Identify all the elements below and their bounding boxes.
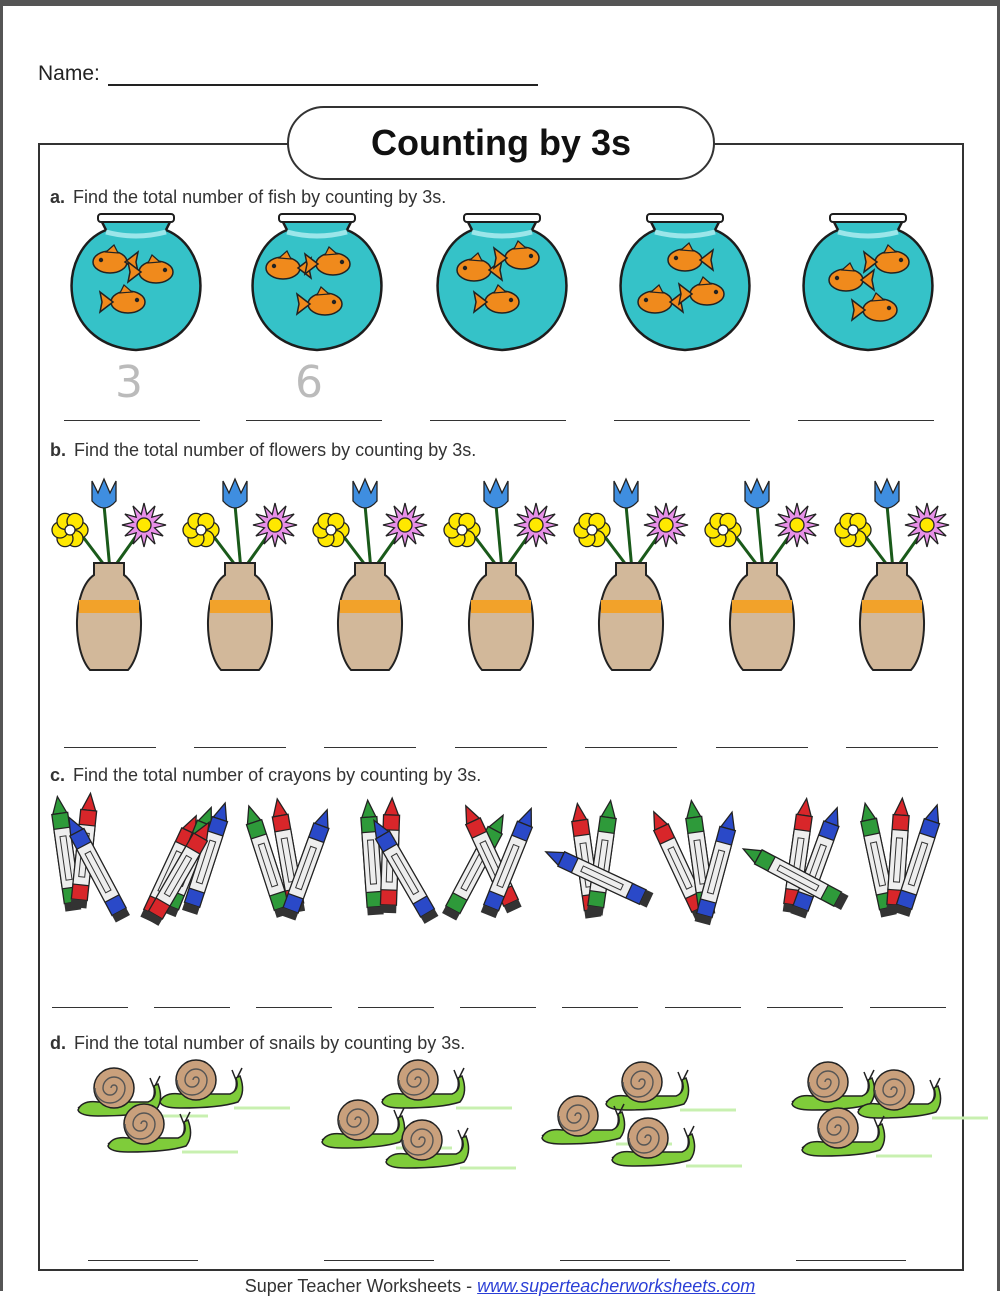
crayon-group-9	[858, 800, 948, 940]
question-c-text: Find the total number of crayons by counting by 3s.	[73, 765, 482, 785]
yellow-flower-icon	[444, 513, 480, 546]
name-row	[38, 62, 538, 86]
blue-tulip-icon	[614, 479, 638, 508]
question-a-letter: a.	[50, 187, 66, 207]
blue-tulip-icon	[875, 479, 899, 508]
flower-vase-3	[305, 475, 435, 675]
ans-b-line-7[interactable]	[846, 747, 938, 748]
crayon-group-7	[656, 800, 746, 940]
crayon-group-8	[758, 800, 848, 940]
question-b-text: Find the total number of flowers by counting by 3s.	[74, 440, 477, 460]
question-a	[50, 187, 446, 208]
pink-flower-icon	[253, 503, 297, 547]
worksheet-title	[287, 106, 715, 180]
ans-d-line-4[interactable]	[796, 1260, 906, 1261]
fishbowl-5	[798, 210, 938, 360]
yellow-flower-icon	[574, 513, 610, 546]
crayon-row	[40, 800, 960, 940]
ans-c-line-2[interactable]	[154, 1007, 230, 1008]
ans-a-line-5[interactable]	[798, 420, 934, 421]
flower-vase-6	[697, 475, 827, 675]
crayon-group-6	[554, 800, 644, 940]
hint-answer-1: 3	[115, 357, 143, 408]
name-label: Name:	[38, 62, 100, 85]
vase-icon	[599, 563, 663, 670]
ans-a-line-1[interactable]	[64, 420, 200, 421]
ans-a-line-2[interactable]	[246, 420, 382, 421]
crayon-group-3	[248, 800, 338, 940]
question-b-letter: b.	[50, 440, 66, 460]
ans-a-line-3[interactable]	[430, 420, 566, 421]
fishbowl-3	[432, 210, 572, 360]
ans-d-line-1[interactable]	[88, 1260, 198, 1261]
ans-b-line-2[interactable]	[194, 747, 286, 748]
pink-flower-icon	[514, 503, 558, 547]
name-field[interactable]	[108, 64, 538, 86]
vase-icon	[730, 563, 794, 670]
ans-a-line-4[interactable]	[614, 420, 750, 421]
ans-b-line-5[interactable]	[585, 747, 677, 748]
question-d-letter: d.	[50, 1033, 66, 1053]
blue-tulip-icon	[353, 479, 377, 508]
blue-tulip-icon	[745, 479, 769, 508]
blue-tulip-icon	[484, 479, 508, 508]
snail-row	[40, 1060, 960, 1170]
title-text: Counting by 3s	[371, 122, 631, 163]
ans-b-line-4[interactable]	[455, 747, 547, 748]
yellow-flower-icon	[313, 513, 349, 546]
pink-flower-icon	[905, 503, 949, 547]
yellow-flower-icon	[183, 513, 219, 546]
blue-tulip-icon	[223, 479, 247, 508]
flower-vase-4	[436, 475, 566, 675]
ans-c-line-8[interactable]	[767, 1007, 843, 1008]
question-b	[50, 440, 476, 461]
vase-icon	[469, 563, 533, 670]
ans-c-line-3[interactable]	[256, 1007, 332, 1008]
question-a-text: Find the total number of fish by counting by 3s.	[73, 187, 447, 207]
ans-b-line-6[interactable]	[716, 747, 808, 748]
ans-c-line-9[interactable]	[870, 1007, 946, 1008]
pink-flower-icon	[122, 503, 166, 547]
flower-vase-1	[44, 475, 174, 675]
vase-icon	[77, 563, 141, 670]
footer	[0, 1276, 1000, 1297]
pink-flower-icon	[383, 503, 427, 547]
hint-answer-2: 6	[295, 357, 323, 408]
fishbowl-4	[615, 210, 755, 360]
crayon-group-4	[350, 800, 440, 940]
yellow-flower-icon	[52, 513, 88, 546]
vase-icon	[208, 563, 272, 670]
flower-vase-2	[175, 475, 305, 675]
ans-b-line-3[interactable]	[324, 747, 416, 748]
ans-c-line-5[interactable]	[460, 1007, 536, 1008]
flower-vase-5	[566, 475, 696, 675]
page-left-border	[0, 0, 3, 1291]
ans-c-line-1[interactable]	[52, 1007, 128, 1008]
question-c-letter: c.	[50, 765, 66, 785]
question-c	[50, 765, 481, 786]
flower-vase-7	[827, 475, 957, 675]
crayon-group-2	[148, 800, 238, 940]
ans-d-line-2[interactable]	[324, 1260, 434, 1261]
question-d-text: Find the total number of snails by counting by 3s.	[74, 1033, 466, 1053]
ans-d-line-3[interactable]	[560, 1260, 670, 1261]
pink-flower-icon	[775, 503, 819, 547]
blue-tulip-icon	[92, 479, 116, 508]
question-d	[50, 1033, 465, 1054]
page-top-border	[0, 0, 1000, 6]
snail-group-4	[40, 1060, 960, 1170]
fishbowl-row	[40, 210, 960, 360]
footer-text: Super Teacher Worksheets -	[244, 1276, 478, 1296]
footer-link[interactable]: www.superteacherworksheets.com	[477, 1276, 756, 1296]
yellow-flower-icon	[705, 513, 741, 546]
vase-icon	[860, 563, 924, 670]
snail-icon	[858, 1070, 988, 1118]
crayon-group-5	[452, 800, 542, 940]
fishbowl-1	[66, 210, 206, 360]
flower-vase-row	[40, 475, 960, 675]
ans-c-line-6[interactable]	[562, 1007, 638, 1008]
ans-b-line-1[interactable]	[64, 747, 156, 748]
ans-c-line-7[interactable]	[665, 1007, 741, 1008]
crayon-group-1	[48, 800, 138, 940]
vase-icon	[338, 563, 402, 670]
fishbowl-2	[247, 210, 387, 360]
pink-flower-icon	[644, 503, 688, 547]
ans-c-line-4[interactable]	[358, 1007, 434, 1008]
yellow-flower-icon	[835, 513, 871, 546]
